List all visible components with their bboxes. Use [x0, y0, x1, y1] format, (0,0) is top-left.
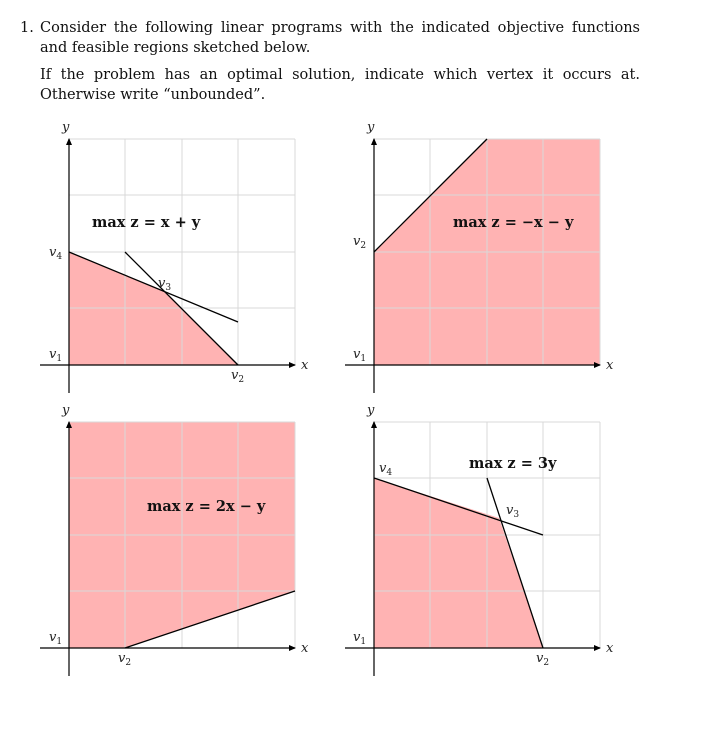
objective-4: max z = 3y — [469, 455, 557, 472]
objective-3: max z = 2x − y — [147, 498, 266, 515]
x-axis-label-2: x — [606, 358, 614, 373]
vertex-label-v4: $v_4$ — [49, 245, 63, 262]
x-axis-label-4: x — [606, 641, 614, 656]
feasible-region-4 — [374, 478, 543, 648]
vertex-label-v1: $v_1$ — [49, 347, 63, 364]
problem-number: 1. — [20, 20, 34, 36]
y-axis-label-1: y — [62, 120, 70, 135]
problem-intro: Consider the following linear programs with the indicated objective functions and feasible regions sketched below. — [40, 20, 640, 56]
x-axis-label-3: x — [301, 641, 309, 656]
vertex-label-v2: $v_2$ — [118, 651, 132, 668]
plot-4 — [345, 403, 614, 676]
vertex-label-v1: $v_1$ — [49, 630, 63, 647]
vertex-label-v2: $v_2$ — [536, 651, 550, 668]
objective-1: max z = x + y — [92, 214, 201, 231]
y-axis-label-2: y — [367, 120, 375, 135]
plot-2 — [345, 120, 614, 393]
vertex-label-v1: $v_1$ — [353, 630, 367, 647]
objective-2: max z = −x − y — [453, 214, 574, 231]
vertex-label-v4: $v_4$ — [379, 461, 393, 478]
vertex-label-v2: $v_2$ — [231, 368, 245, 385]
plot-3 — [40, 403, 309, 676]
vertex-label-v3: $v_3$ — [506, 503, 520, 520]
x-axis-label-1: x — [301, 358, 309, 373]
y-axis-label-3: y — [62, 403, 70, 418]
vertex-label-v1: $v_1$ — [353, 347, 367, 364]
plot-1 — [40, 120, 309, 393]
vertex-label-v3: $v_3$ — [158, 276, 172, 293]
problem-instructions: If the problem has an optimal solution, indicate which vertex it occurs at. Otherwise write “unbounded”. — [40, 67, 640, 103]
vertex-label-v2: $v_2$ — [353, 234, 367, 251]
y-axis-label-4: y — [367, 403, 375, 418]
